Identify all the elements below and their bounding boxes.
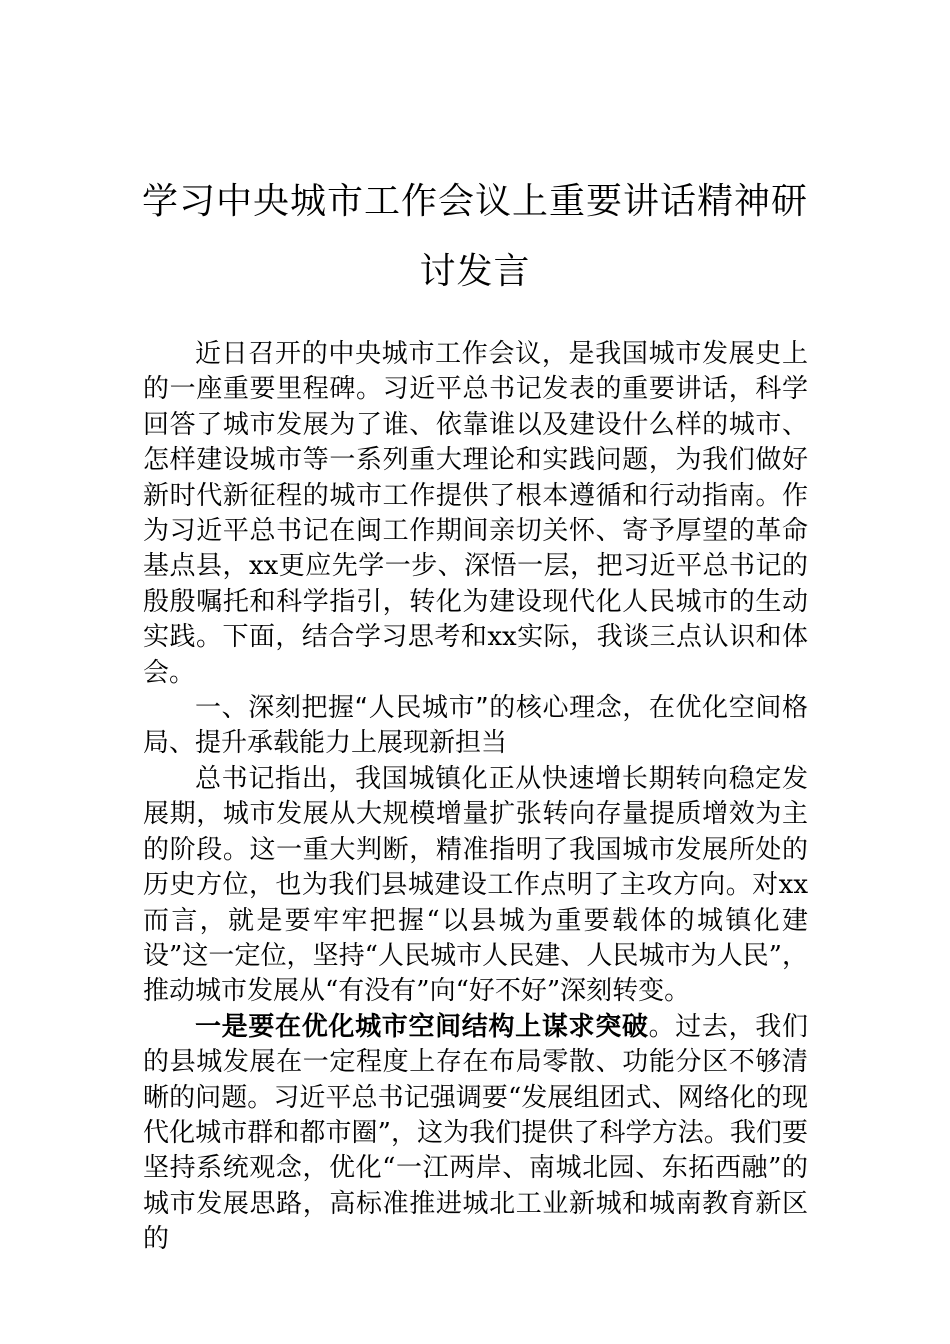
point-1-lead: 一是要在优化城市空间结构上谋求突破 [195,1011,649,1042]
section-1-paragraph: 总书记指出，我国城镇化正从快速增长期转向稳定发展期，城市发展从大规模增量扩张转向存量提质增效为主的阶段。这一重大判断，精准指明了我国城市发展所处的历史方位，也为我们县城建设工作点明了主攻方向。对xx而言，就是要牢牢把握“以县城为重要载体的城镇化建设”这一定位，坚持“人民城市人民建、人民城市为人民”，推动城市发展从“有没有”向“好不好”深刻转变。 [143,763,808,1007]
intro-paragraph: 近日召开的中央城市工作会议，是我国城市发展史上的一座重要里程碑。习近平总书记发表的重要讲话，科学回答了城市发展为了谁、依靠谁以及建设什么样的城市、怎样建设城市等一系列重大理论和实践问题，为我们做好新时代新征程的城市工作提供了根本遵循和行动指南。作为习近平总书记在闽工作期间亲切关怀、寄予厚望的革命基点县，xx更应先学一步、深悟一层，把习近平总书记的殷殷嘱托和科学指引，转化为建设现代化人民城市的生动实践。下面，结合学习思考和xx实际，我谈三点认识和体会。 [143,339,808,688]
document-body [143,337,808,1258]
document-title-line-1: 学习中央城市工作会议上重要讲话精神研 [141,181,808,222]
section-heading-1: 一、深刻把握“人民城市”的核心理念，在优化空间格局、提升承载能力上展现新担当 [143,693,808,759]
document-title-line-2: 讨发言 [419,251,531,292]
section-1-point-1-paragraph [143,1010,808,1258]
point-1-text: 。过去，我们的县城发展在一定程度上存在布局零散、功能分区不够清晰的问题。习近平总书记强调要“发展组团式、网络化的现代化城市群和都市圈”，这为我们提供了科学方法。我们要坚持系统观念，优化“一江两岸、南城北园、东拓西融”的城市发展思路，高标准推进城北工业新城和城南教育新区的 [143,1011,808,1255]
